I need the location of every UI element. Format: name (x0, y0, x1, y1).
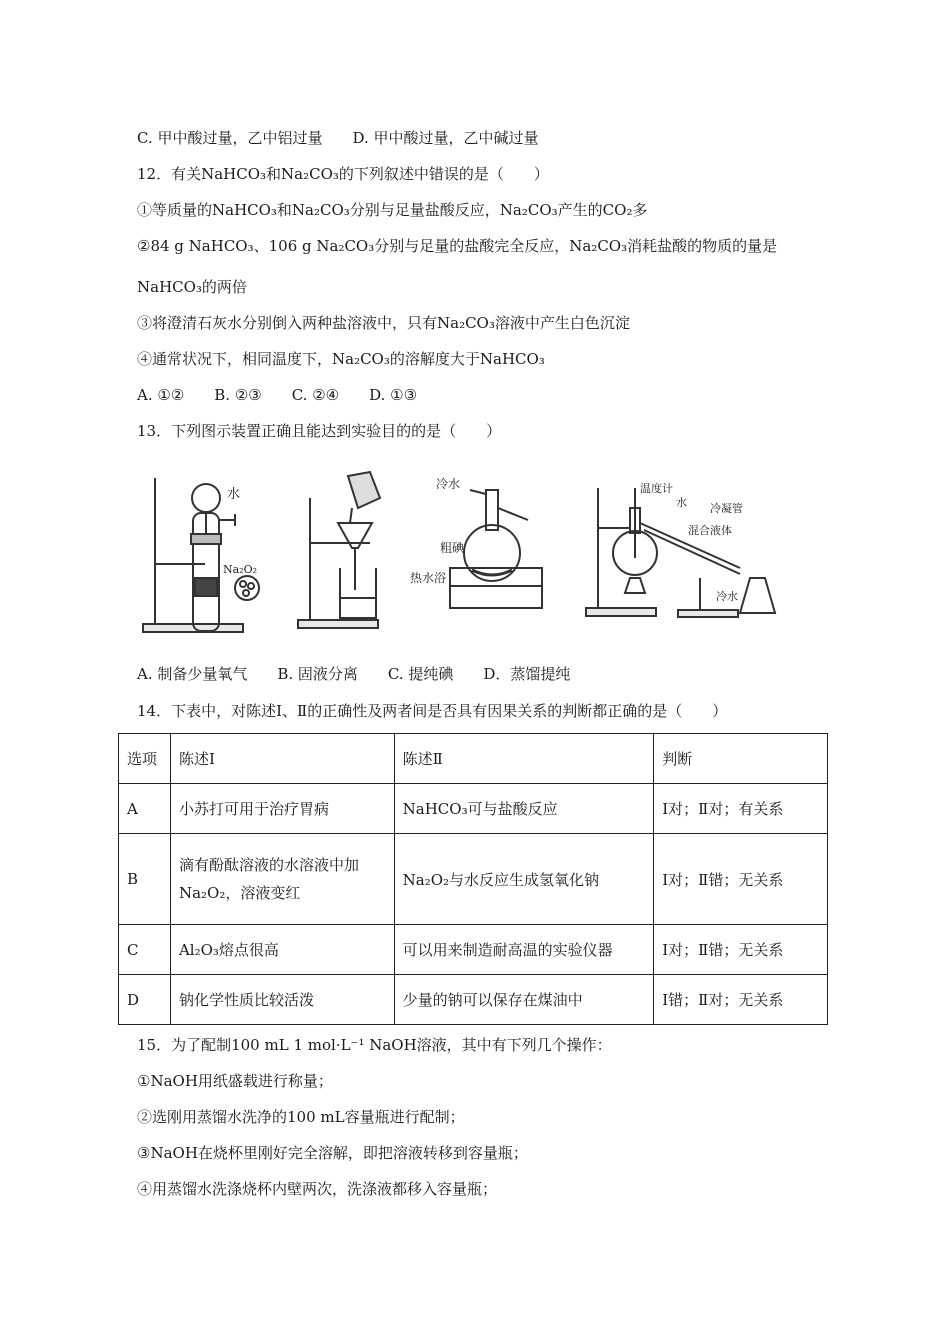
q12-statement-2-cont: NaHCO₃的两倍 (137, 278, 247, 296)
q11-options-cd: C. 甲中酸过量，乙中铝过量 D. 甲中酸过量，乙中碱过量 (137, 129, 539, 147)
q15-stem: 15．为了配制100 mL 1 mol·L⁻¹ NaOH溶液，其中有下列几个操作： (137, 1036, 612, 1054)
row-option: B (119, 834, 171, 925)
apparatus-a-oxygen (135, 468, 270, 638)
header-option: 选项 (119, 734, 171, 784)
q14-table (118, 733, 828, 1025)
table-row (119, 975, 828, 1025)
row-judgement: Ⅰ对；Ⅱ错；无关系 (654, 834, 828, 925)
q15-step-3: ③NaOH在烧杯里刚好完全溶解，即把溶液转移到容量瓶； (137, 1144, 528, 1162)
row-option: C (119, 925, 171, 975)
row-statement-1: 小苏打可用于治疗胃病 (170, 784, 394, 834)
label-thermometer: 温度计 (640, 482, 673, 495)
row-statement-2: NaHCO₃可与盐酸反应 (394, 784, 654, 834)
label-water: 水 (227, 487, 241, 502)
row-statement-1: Al₂O₃熔点很高 (170, 925, 394, 975)
row-statement-2: 少量的钠可以保存在煤油中 (394, 975, 654, 1025)
q12-statement-3: ③将澄清石灰水分别倒入两种盐溶液中，只有Na₂CO₃溶液中产生白色沉淀 (137, 314, 630, 332)
row-option: A (119, 784, 171, 834)
label-water-2: 水 (676, 496, 687, 509)
q14-stem: 14．下表中，对陈述Ⅰ、Ⅱ的正确性及两者间是否具有因果关系的判断都正确的是（ ） (137, 702, 728, 720)
table-row (119, 834, 828, 925)
label-hot-bath: 热水浴 (410, 571, 447, 585)
q13-stem: 13．下列图示装置正确且能达到实验目的的是（ ） (137, 422, 502, 440)
q15-step-2: ②选刚用蒸馏水洗净的100 mL容量瓶进行配制； (137, 1108, 465, 1126)
row-judgement: Ⅰ对；Ⅱ错；无关系 (654, 925, 828, 975)
table-header-row (119, 734, 828, 784)
q12-statement-1: ①等质量的NaHCO₃和Na₂CO₃分别与足量盐酸反应，Na₂CO₃产生的CO₂多 (137, 201, 648, 219)
label-condenser: 冷凝管 (710, 502, 743, 515)
row-option: D (119, 975, 171, 1025)
header-statement-1: 陈述Ⅰ (170, 734, 394, 784)
row-statement-2: 可以用来制造耐高温的实验仪器 (394, 925, 654, 975)
apparatus-c-iodine (410, 468, 560, 638)
row-statement-1: 滴有酚酞溶液的水溶液中加Na₂O₂，溶液变红 (170, 834, 394, 925)
label-na2o2: Na₂O₂ (223, 563, 258, 576)
label-crude-iodine: 粗碘 (440, 541, 465, 555)
header-statement-2: 陈述Ⅱ (394, 734, 654, 784)
q12-options: A. ①② B. ②③ C. ②④ D. ①③ (137, 386, 418, 404)
row-statement-2: Na₂O₂与水反应生成氢氧化钠 (394, 834, 654, 925)
apparatus-d-distillation (580, 468, 795, 638)
row-statement-1: 钠化学性质比较活泼 (170, 975, 394, 1025)
row-judgement: Ⅰ对；Ⅱ对；有关系 (654, 784, 828, 834)
label-cold-water: 冷水 (436, 477, 461, 491)
row-judgement: Ⅰ错；Ⅱ对；无关系 (654, 975, 828, 1025)
label-cold-water-2: 冷水 (716, 590, 738, 603)
table-row (119, 784, 828, 834)
q13-apparatus-figures (135, 468, 795, 638)
q12-statement-2: ②84 g NaHCO₃、106 g Na₂CO₃分别与足量的盐酸完全反应，Na₂CO₃消耗盐酸的物质的量是 (137, 237, 778, 255)
label-mixture: 混合液体 (688, 524, 732, 537)
header-judgement: 判断 (654, 734, 828, 784)
apparatus-b-filtration (290, 468, 395, 638)
q12-statement-4: ④通常状况下，相同温度下，Na₂CO₃的溶解度大于NaHCO₃ (137, 350, 545, 368)
q12-stem: 12．有关NaHCO₃和Na₂CO₃的下列叙述中错误的是（ ） (137, 165, 549, 183)
q15-step-1: ①NaOH用纸盛载进行称量； (137, 1072, 333, 1090)
q13-options: A. 制备少量氧气 B. 固液分离 C. 提纯碘 D．蒸馏提纯 (137, 665, 571, 683)
q15-step-4: ④用蒸馏水洗涤烧杯内壁两次，洗涤液都移入容量瓶； (137, 1180, 498, 1198)
table-row (119, 925, 828, 975)
